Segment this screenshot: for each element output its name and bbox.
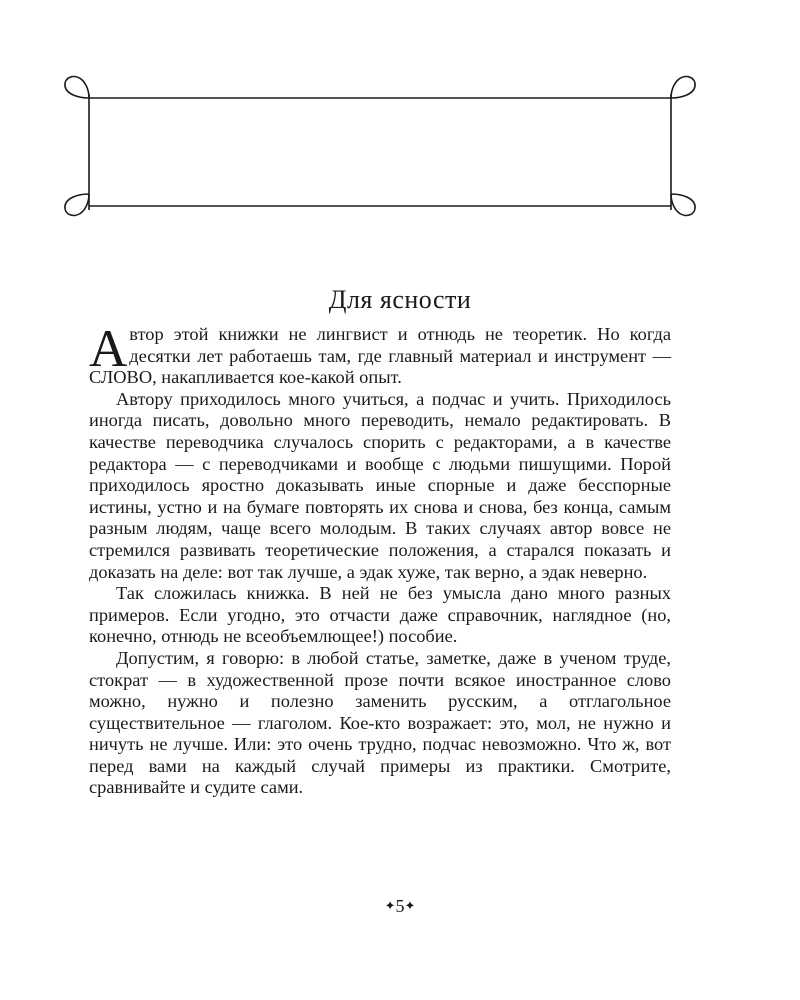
folio-ornament-right-icon: ✦	[404, 898, 416, 913]
drop-cap: А	[89, 320, 128, 378]
decorative-header-frame	[60, 70, 700, 220]
paragraph-2: Автору приходилось много учиться, а подчас и учить. Приходилось иногда писать, довольно много переводить, немало редактировать. В качестве переводчика случалось спорить с редакторами, а в качестве редактора — с переводчиками и вообще с людьми пишущими. Порой приходилось яростно доказывать иные спорные и даже бесспорные истины, устно и на бумаге повторять их снова и снова, без конца, самым разным людям, чаще всего молодым. В таких случаях автор вовсе не стремился развивать теоретические положения, а старался показать и доказать на деле: вот так лучше, а эдак хуже, так верно, а эдак неверно.	[89, 388, 671, 582]
paragraph-3: Так сложилась книжка. В ней не без умысла дано много разных примеров. Если угодно, это отчасти даже справочник, наглядное (но, конечно, отнюдь не всеобъемлющее!) пособие.	[89, 583, 671, 647]
chapter-title: Для ясности	[328, 285, 472, 314]
first-paragraph-text: втор этой книжки не лингвист и отнюдь не теоретик. Но когда десятки лет работаешь там, где главный материал и инструмент — СЛОВО, накапливается кое-какой опыт.	[89, 324, 671, 388]
folio-ornament-left-icon: ✦	[384, 898, 396, 913]
page-number	[0, 896, 800, 917]
first-paragraph	[89, 320, 671, 389]
page-number-value: 5	[395, 896, 405, 916]
paragraph-4: Допустим, я говорю: в любой статье, заметке, даже в ученом труде, стократ — в художественной прозе почти всякое иностранное слово можно, нужно и полезно заменить русским, а отглагольное существительное — глаголом. Кое-кто возражает: это, мол, не нужно и ничуть не лучше. Или: это очень трудно, подчас невозможно. Что ж, вот перед вами на каждый случай примеры из практики. Смотрите, сравнивайте и судите сами.	[89, 647, 671, 798]
body-text	[89, 320, 671, 799]
